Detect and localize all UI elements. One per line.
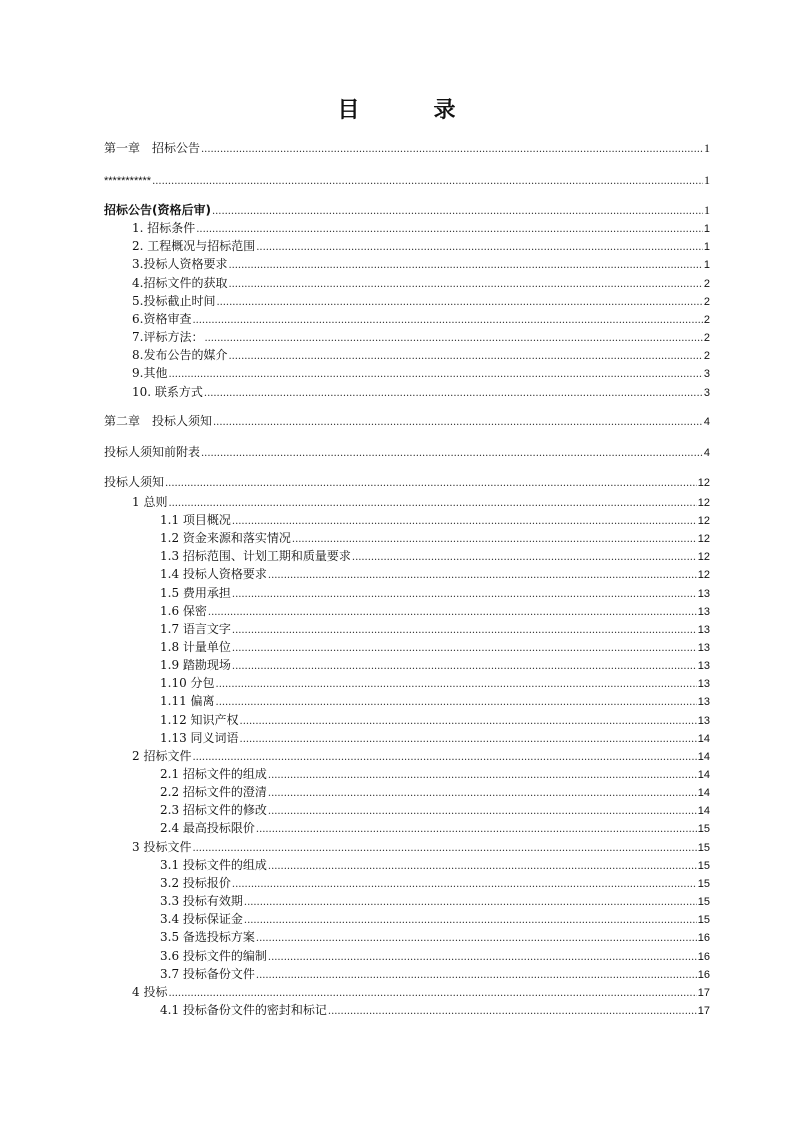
toc-page-number: 15: [697, 860, 710, 872]
toc-leader-dots: [244, 911, 697, 929]
toc-page-number: 16: [697, 932, 710, 944]
toc-page-number: 17: [697, 1005, 710, 1017]
toc-leader-dots: [196, 220, 703, 238]
toc-entry[interactable]: [160, 657, 710, 673]
toc-entry-label: 1.10 分包: [160, 676, 215, 690]
toc-leader-dots: [204, 384, 703, 402]
toc-leader-dots: [168, 494, 696, 512]
toc-entry[interactable]: [132, 238, 710, 254]
toc-leader-dots: [213, 413, 703, 431]
toc-entry[interactable]: [160, 784, 710, 800]
toc-entry[interactable]: [160, 802, 710, 818]
toc-entry[interactable]: [160, 712, 710, 728]
toc-leader-dots: [192, 748, 696, 766]
toc-entry-label: 1.12 知识产权: [160, 713, 239, 727]
toc-leader-dots: [268, 948, 697, 966]
toc-leader-dots: [192, 839, 696, 857]
toc-entry-label: 4.1 投标备份文件的密封和标记: [160, 1003, 327, 1017]
toc-entry-label: 2.2 招标文件的澄清: [160, 785, 267, 799]
toc-entry[interactable]: [132, 311, 710, 327]
toc-page-number: 13: [697, 660, 710, 672]
toc-leader-dots: [268, 857, 697, 875]
toc-leader-dots: [192, 311, 702, 329]
toc-page-number: 16: [697, 951, 710, 963]
toc-entry-label: 3.5 备选投标方案: [160, 930, 255, 944]
toc-entry[interactable]: [160, 693, 710, 709]
toc-leader-dots: [268, 784, 697, 802]
toc-leader-dots: [232, 657, 697, 675]
toc-leader-dots: [232, 621, 697, 639]
toc-entry-label: 7.评标方法：: [132, 330, 204, 344]
toc-entry-label: 1.6 保密: [160, 604, 207, 618]
toc-entry[interactable]: [132, 256, 710, 272]
toc-entry-label: 5.投标截止时间: [132, 294, 216, 308]
toc-entry[interactable]: [160, 948, 710, 964]
toc-page-number: 13: [697, 696, 710, 708]
toc-entry-label: 投标人须知: [104, 475, 165, 489]
toc-entry[interactable]: [132, 494, 710, 510]
toc-entry[interactable]: [160, 512, 710, 528]
toc-leader-dots: [208, 603, 697, 621]
toc-entry-label: 投标人须知前附表: [104, 445, 201, 459]
toc-leader-dots: [204, 329, 702, 347]
toc-leader-dots: [232, 512, 697, 530]
toc-entry[interactable]: [132, 220, 710, 236]
toc-entry-label: 3.投标人资格要求: [132, 257, 228, 271]
toc-page-number: 17: [697, 987, 710, 999]
toc-page-number: 15: [697, 896, 710, 908]
toc-page-number: 12: [697, 497, 710, 509]
toc-leader-dots: [212, 202, 703, 220]
toc-entry-label: 8.发布公告的媒介: [132, 348, 228, 362]
toc-entry-label: 4 投标: [132, 985, 168, 999]
toc-entry[interactable]: [132, 293, 710, 309]
toc-title: 目 录: [337, 98, 482, 123]
toc-entry[interactable]: [104, 474, 710, 490]
toc-entry[interactable]: [160, 766, 710, 782]
toc-entry-label: 1.2 资金来源和落实情况: [160, 531, 291, 545]
toc-page-number: 12: [697, 569, 710, 581]
toc-page-number: 2: [703, 296, 710, 308]
toc-entry-label: 3.1 投标文件的组成: [160, 858, 267, 872]
toc-leader-dots: [292, 530, 697, 548]
toc-leader-dots: [256, 929, 697, 947]
toc-entry-label: 招标公告(资格后审): [104, 203, 211, 217]
toc-entry-label: 1.13 同义词语: [160, 731, 239, 745]
toc-page-number: 3: [703, 387, 710, 399]
toc-entry[interactable]: [160, 966, 710, 982]
toc-leader-dots: [201, 140, 703, 158]
toc-entry[interactable]: [160, 530, 710, 546]
toc-entry[interactable]: [160, 675, 710, 691]
toc-leader-dots: [168, 365, 702, 383]
toc-page-number: 1: [703, 259, 710, 271]
toc-leader-dots: [201, 444, 703, 462]
toc-leader-dots: [328, 1002, 697, 1020]
toc-leader-dots: [240, 712, 697, 730]
toc-entry-label: 3.2 投标报价: [160, 876, 231, 890]
toc-entry[interactable]: [132, 365, 710, 381]
toc-entry-label: 3.4 投标保证金: [160, 912, 243, 926]
toc-entry[interactable]: [160, 730, 710, 746]
toc-page-number: 14: [697, 787, 710, 799]
toc-leader-dots: [244, 893, 697, 911]
toc-leader-dots: [216, 675, 697, 693]
toc-entry-label: 3.3 投标有效期: [160, 894, 243, 908]
toc-entry-label: 1 总则: [132, 495, 168, 509]
toc-page-number: 12: [697, 533, 710, 545]
toc-entry[interactable]: [160, 621, 710, 637]
toc-leader-dots: [268, 766, 697, 784]
toc-page-number: 2: [703, 332, 710, 344]
toc-entry-label: 第一章 招标公告: [104, 141, 201, 155]
toc-leader-dots: [216, 693, 697, 711]
toc-leader-dots: [256, 820, 697, 838]
toc-leader-dots: [168, 984, 696, 1002]
toc-leader-dots: [228, 256, 702, 274]
toc-page-number: 2: [703, 314, 710, 326]
toc-entry[interactable]: [160, 1002, 710, 1018]
toc-leader-dots: [268, 566, 697, 584]
toc-entry[interactable]: [132, 275, 710, 291]
toc-entry-label: 1.11 偏离: [160, 694, 215, 708]
toc-page-number: 15: [697, 878, 710, 890]
toc-page-number: 13: [697, 715, 710, 727]
toc-page-number: 2: [703, 278, 710, 290]
toc-page-number: 14: [697, 805, 710, 817]
toc-page-number: 2: [703, 350, 710, 362]
toc-leader-dots: [228, 347, 702, 365]
toc-leader-dots: [232, 639, 697, 657]
toc-entry[interactable]: [132, 748, 710, 764]
toc-entry[interactable]: [160, 639, 710, 655]
toc-entry[interactable]: [160, 548, 710, 564]
toc-entry-label: 2.3 招标文件的修改: [160, 803, 267, 817]
toc-entry-label: 2.1 招标文件的组成: [160, 767, 267, 781]
toc-page-number: 13: [697, 588, 710, 600]
toc-page-number: 13: [697, 624, 710, 636]
toc-page-number: 12: [697, 515, 710, 527]
toc-entry[interactable]: [132, 347, 710, 363]
toc-entry-label: ***********: [104, 175, 152, 187]
toc-entry-label: 1.4 投标人资格要求: [160, 567, 267, 581]
toc-page-number: 1: [703, 241, 710, 253]
toc-leader-dots: [256, 238, 703, 256]
toc-page-number: 16: [697, 969, 710, 981]
toc-page-number: 14: [697, 733, 710, 745]
toc-page-number: 1: [704, 141, 710, 155]
toc-entry-label: 3.7 投标备份文件: [160, 967, 255, 981]
toc-entry[interactable]: [132, 329, 710, 345]
toc-page-number: 3: [703, 368, 710, 380]
toc-entry[interactable]: [132, 984, 710, 1000]
toc-entry[interactable]: [160, 566, 710, 582]
toc-page-number: 13: [697, 678, 710, 690]
toc-leader-dots: [256, 966, 697, 984]
toc-entry-label: 1.5 费用承担: [160, 586, 231, 600]
toc-page-number: 13: [697, 642, 710, 654]
toc-entry[interactable]: [160, 857, 710, 873]
toc-entry-label: 6.资格审查: [132, 312, 192, 326]
toc-entry-label: 1.9 踏勘现场: [160, 658, 231, 672]
toc-entry[interactable]: [160, 911, 710, 927]
toc-entry[interactable]: [104, 202, 710, 218]
toc-entry-label: 2 招标文件: [132, 749, 192, 763]
toc-leader-dots: [228, 275, 702, 293]
toc-page-number: 12: [697, 477, 710, 489]
toc-entry-label: 1. 招标条件: [132, 221, 196, 235]
toc-leader-dots: [268, 802, 697, 820]
toc-entry-label: 3 投标文件: [132, 840, 192, 854]
toc-page-number: 13: [697, 606, 710, 618]
toc-leader-dots: [240, 730, 697, 748]
toc-entry-label: 1.7 语言文字: [160, 622, 231, 636]
toc-page-number: 1: [704, 203, 710, 217]
toc-entry[interactable]: [132, 839, 710, 855]
toc-entry[interactable]: [104, 172, 710, 188]
toc-leader-dots: [165, 474, 697, 492]
toc-entry-label: 3.6 投标文件的编制: [160, 949, 267, 963]
toc-entry[interactable]: [104, 444, 710, 460]
toc-page-number: 12: [697, 551, 710, 563]
toc-entry-label: 1.8 计量单位: [160, 640, 231, 654]
toc-page-number: 1: [703, 223, 710, 235]
toc-entry[interactable]: [104, 140, 710, 156]
toc-entry[interactable]: [160, 603, 710, 619]
toc-page-number: 4: [703, 447, 710, 459]
toc-page-number: 15: [697, 823, 710, 835]
toc-entry-label: 1.3 招标范围、计划工期和质量要求: [160, 549, 351, 563]
toc-page-number: 1: [704, 173, 710, 187]
toc-entry[interactable]: [160, 929, 710, 945]
toc-entry-label: 2. 工程概况与招标范围: [132, 239, 256, 253]
toc-leader-dots: [352, 548, 697, 566]
toc-page-number: 4: [703, 416, 710, 428]
toc-entry[interactable]: [160, 585, 710, 601]
toc-leader-dots: [232, 585, 697, 603]
toc-entry-label: 4.招标文件的获取: [132, 276, 228, 290]
toc-entry-label: 10. 联系方式: [132, 385, 203, 399]
toc-page-number: 14: [697, 751, 710, 763]
toc-leader-dots: [216, 293, 702, 311]
toc-entry-label: 9.其他: [132, 366, 168, 380]
toc-entry-label: 1.1 项目概况: [160, 513, 231, 527]
toc-entry-label: 第二章 投标人须知: [104, 414, 213, 428]
toc-page-number: 15: [697, 914, 710, 926]
toc-entry[interactable]: [160, 875, 710, 891]
toc-entry[interactable]: [160, 893, 710, 909]
toc-leader-dots: [232, 875, 697, 893]
toc-page-number: 15: [697, 842, 710, 854]
toc-entry-label: 2.4 最高投标限价: [160, 821, 255, 835]
toc-page-number: 14: [697, 769, 710, 781]
toc-entry[interactable]: [104, 413, 710, 429]
toc-entry[interactable]: [160, 820, 710, 836]
toc-leader-dots: [152, 172, 703, 190]
toc-entry[interactable]: [132, 384, 710, 400]
